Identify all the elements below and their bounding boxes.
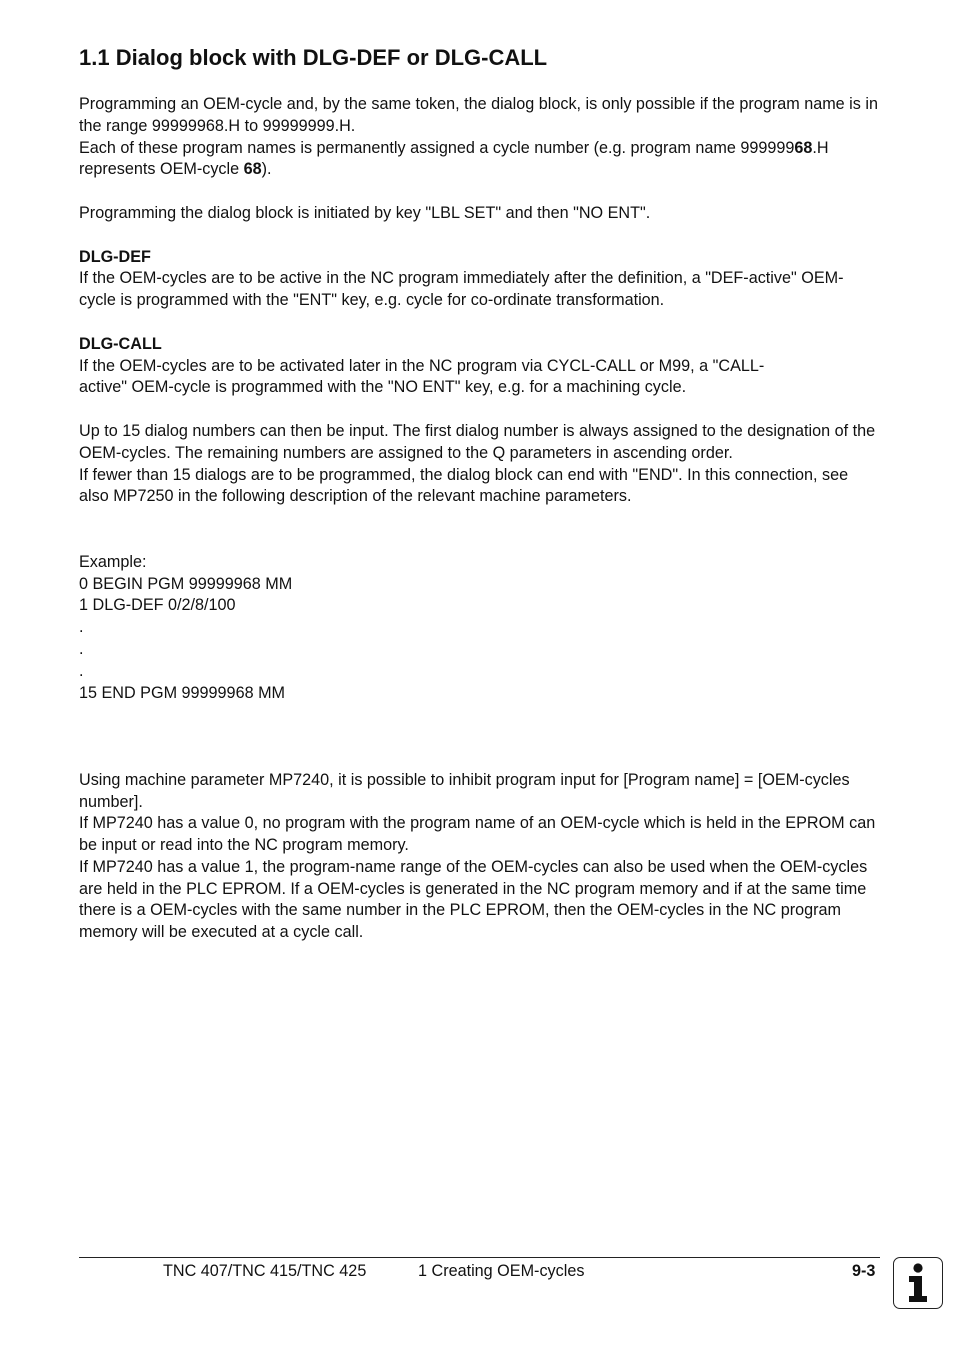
mp7240-paragraph-3: If MP7240 has a value 1, the program-name range of the OEM-cycles can also be used when the OEM-cycles are held in the PLC EPROM. If a OEM-cycles is generated in the NC program memory and if at the same time there is a OEM-cycles with the same number in the PLC EPROM, then the OEM-cycles in the NC program memory will be executed at a cycle call. <box>79 857 868 942</box>
dialog-numbers-paragraph-2: If fewer than 15 dialogs are to be programmed, the dialog block can end with "END". In this connection, see also MP7250 in the following description of the relevant machine parameters. <box>79 465 849 506</box>
dlg-def-text: If the OEM-cycles are to be active in the NC program immediately after the definition, a "DEF-active" OEM-cycle is programmed with the "ENT" key, e.g. cycle for co-ordinate transformation. <box>79 269 844 310</box>
example-line: 15 END PGM 99999968 MM <box>79 683 286 702</box>
cycle-number-bold: 68 <box>243 160 262 179</box>
example-line: . <box>79 639 84 658</box>
intro-text: .H represents OEM-cycle <box>79 138 829 179</box>
dlg-call-text-1: If the OEM-cycles are to be activated later in the NC program via CYCL-CALL or M99, a "CALL- <box>79 356 765 375</box>
section-heading: 1.1 Dialog block with DLG-DEF or DLG-CALL <box>79 45 548 70</box>
info-glyph <box>903 1262 933 1304</box>
example-line: 0 BEGIN PGM 99999968 MM <box>79 574 293 593</box>
intro-paragraph-1: Programming an OEM-cycle and, by the same token, the dialog block, is only possible if the program name is in the range 99999968.H to 99999999.H. <box>79 95 878 135</box>
dialog-numbers-paragraph-1: Up to 15 dialog numbers can then be input. The first dialog number is always assigned to the designation of the OEM-cycles. The remaining numbers are assigned to the Q parameters in ascending order. <box>79 421 876 462</box>
dlg-def-heading: DLG-DEF <box>79 247 151 266</box>
footer-product: TNC 407/TNC 415/TNC 425 <box>163 1262 367 1280</box>
dlg-call-text-2: active" OEM-cycle is programmed with the "NO ENT" key, e.g. for a machining cycle. <box>79 378 687 397</box>
mp7240-paragraph-2: If MP7240 has a value 0, no program with the program name of an OEM-cycle which is held in the EPROM can be input or read into the NC program memory. <box>79 814 876 855</box>
dlg-call-heading: DLG-CALL <box>79 334 162 353</box>
cycle-number-bold: 68 <box>794 138 813 157</box>
info-icon <box>893 1257 943 1309</box>
intro-paragraph-2 <box>79 138 879 182</box>
footer-divider <box>79 1257 880 1258</box>
footer-chapter: 1 Creating OEM-cycles <box>418 1262 585 1280</box>
mp7240-paragraph-1: Using machine parameter MP7240, it is possible to inhibit program input for [Program name] = [OEM-cycles number]. <box>79 770 850 811</box>
intro-text: ). <box>261 160 272 179</box>
example-label: Example: <box>79 552 147 571</box>
example-line: 1 DLG-DEF 0/2/8/100 <box>79 596 236 615</box>
intro-paragraph-3: Programming the dialog block is initiated by key "LBL SET" and then "NO ENT". <box>79 203 651 222</box>
intro-text: Each of these program names is permanently assigned a cycle number (e.g. program name 999999 <box>79 138 795 157</box>
page-number: 9-3 <box>852 1262 876 1280</box>
body-text <box>79 94 879 944</box>
example-line: . <box>79 661 84 680</box>
example-line: . <box>79 618 84 637</box>
